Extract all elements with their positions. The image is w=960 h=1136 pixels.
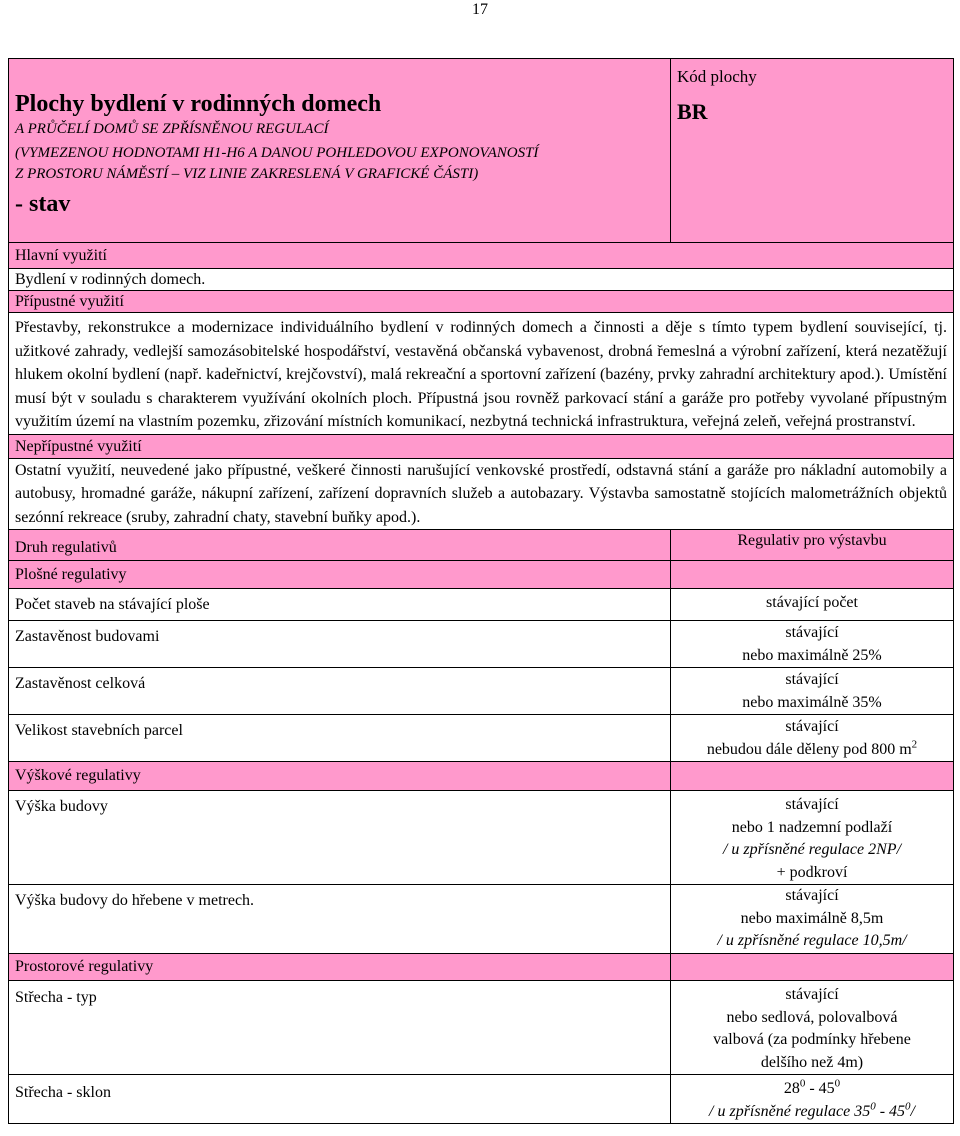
main-use-text: Bydlení v rodinných domech. [9,269,954,291]
row-value: stávající nebo 1 nadzemní podlaží / u zpřísněné regulace 2NP/ + podkroví [671,791,954,885]
header-code-cell [671,59,954,243]
header-title-cell [9,59,671,243]
row-roof-slope [9,1075,954,1124]
row-built-buildings [9,621,954,668]
page-number: 17 [472,1,488,18]
prohibited-row [9,458,954,530]
row-label: Velikost stavebních parcel [9,715,671,762]
row-building-height [9,791,954,885]
state-label: - stav [15,191,71,217]
prohibited-use-text: Ostatní využití, neuvedené jako přípustné, veškeré činnosti narušující venkovské prostředí, odstavná stání a garáže pro nákladní automobily a autobusy, hromadné garáže, nákupní zařízení, zařízení dopravních služeb a autobazary. Výstavba samostatně stojících malometrážních objektů sezónní rekreace (sruby, zahradní chaty, stavební buňky apod.). [9,458,954,530]
row-label: Počet staveb na stávající ploše [9,589,671,621]
header-row [9,59,954,243]
regulation-table [8,58,954,1124]
space-regulatives-heading: Prostorové regulativy [9,954,671,981]
area-regulatives-heading: Plošné regulativy [9,561,671,589]
height-heading-row [9,762,954,791]
row-label: Výška budovy do hřebene v metrech. [9,885,671,954]
row-value: stávající nebo maximálně 25% [671,621,954,668]
subtitle-line-2: (VYMEZENOU HODNOTAMI H1-H6 A DANOU POHLEDOVOU EXPONOVANOSTÍ [15,145,539,161]
row-value: stávající nebudou dále děleny pod 800 $m^2$ [671,715,954,762]
height-regulatives-heading: Výškové regulativy [9,762,671,791]
main-use-heading-row [9,243,954,269]
row-parcel-size [9,715,954,762]
row-roof-type [9,981,954,1075]
row-value: $28^0 - 45^0$ / u zpřísněné regulace $35^0 - 45^0/$ [671,1075,954,1124]
regulatives-header-row [9,530,954,561]
subtitle-line-1: A PRŮČELÍ DOMŮ SE ZPŘÍSNĚNOU REGULACÍ [15,121,329,137]
permitted-use-text: Přestavby, rekonstrukce a modernizace individuálního bydlení v rodinných domech a činnosti a děje s tímto typem bydlení související, tj. užitkové zahrady, vedlejší samozásobitelské hospodářství, vestavěná občanská vybavenost, drobná řemeslná a výrobní zařízení, která nezatěžují hlukem okolní bydlení (např. kadeřnictví, krejčovství), malá rekreační a sportovní zařízení (bazény, prvky zahradní architektury apod.). Umístění musí být v souladu s charakterem využívání okolních ploch. Přípustná jsou rovněž parkovací stání a garáže pro potřeby vyvolané přípustným využitím území na vlastním pozemku, zřizování místních komunikací, nezbytná technická infrastruktura, veřejná zeleň, veřejná prostranství. [9,313,954,435]
page-title: Plochy bydlení v rodinných domech [15,91,382,117]
row-built-total [9,668,954,715]
area-code: BR [677,99,708,124]
row-label: Střecha - typ [9,981,671,1075]
code-label: Kód plochy [677,67,757,86]
main-use-heading: Hlavní využití [9,243,954,269]
permitted-use-heading: Přípustné využití [9,291,954,313]
subtitle-line-3: Z PROSTORU NÁMĚSTÍ – VIZ LINIE ZAKRESLENÁ V GRAFICKÉ ČÁSTI) [15,166,479,182]
row-count [9,589,954,621]
row-value: stávající nebo maximálně 8,5m / u zpřísněné regulace 10,5m/ [671,885,954,954]
permitted-heading-row [9,291,954,313]
row-label: Výška budovy [9,791,671,885]
row-value: stávající počet [671,589,954,621]
area-heading-row [9,561,954,589]
row-label: Zastavěnost celková [9,668,671,715]
regulatives-col-right: Regulativ pro výstavbu [671,530,954,561]
main-use-row [9,269,954,291]
prohibited-use-heading: Nepřípustné využití [9,434,954,458]
space-heading-row [9,954,954,981]
row-label: Střecha - sklon [9,1075,671,1124]
row-ridge-height [9,885,954,954]
row-value: stávající nebo sedlová, polovalbová valbová (za podmínky hřebene delšího než 4m) [671,981,954,1075]
regulatives-col-left: Druh regulativů [9,530,671,561]
row-value: stávající nebo maximálně 35% [671,668,954,715]
row-label: Zastavěnost budovami [9,621,671,668]
prohibited-heading-row [9,434,954,458]
permitted-row [9,313,954,435]
